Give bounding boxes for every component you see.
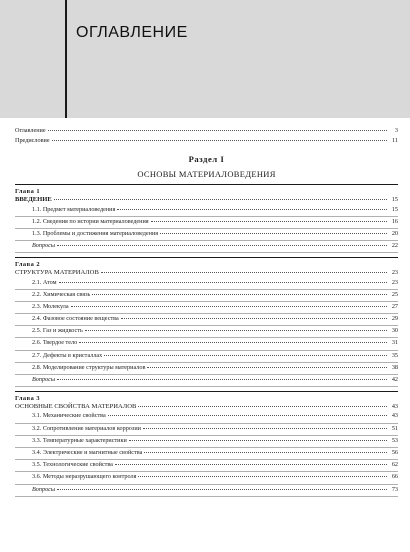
dot-leader bbox=[104, 355, 387, 356]
toc-item-page: 30 bbox=[391, 327, 398, 335]
toc-item[interactable] bbox=[15, 474, 398, 484]
toc-item-page: 62 bbox=[391, 461, 398, 469]
toc-item-title: 3.6. Методы неразрушающего контроля bbox=[32, 473, 137, 481]
toc-item-page: 35 bbox=[391, 351, 398, 359]
toc-item-title: 2.7. Дефекты в кристаллах bbox=[32, 351, 103, 359]
toc-item-questions[interactable] bbox=[15, 377, 398, 387]
dot-leader bbox=[121, 318, 387, 319]
toc-item-page: 42 bbox=[391, 376, 398, 383]
toc-item[interactable] bbox=[15, 231, 398, 241]
toc-entry-title: Оглавление bbox=[15, 127, 46, 134]
chapter-1 bbox=[15, 189, 398, 258]
chapter-label: Глава 2 bbox=[15, 261, 41, 269]
dot-leader bbox=[160, 233, 387, 234]
dot-leader bbox=[57, 489, 387, 490]
toc-item[interactable] bbox=[15, 304, 398, 314]
dot-leader bbox=[101, 272, 387, 273]
section-title: ОСНОВЫ МАТЕРИАЛОВЕДЕНИЯ bbox=[137, 168, 276, 179]
dot-leader bbox=[54, 199, 387, 200]
toc-item[interactable] bbox=[15, 316, 398, 326]
chapter-title: СТРУКТУРА МАТЕРИАЛОВ bbox=[15, 269, 99, 277]
toc-item-questions[interactable] bbox=[15, 487, 398, 497]
dot-leader bbox=[92, 294, 387, 295]
toc-item-title: 2.5. Газ и жидкость bbox=[32, 327, 83, 335]
toc-item[interactable] bbox=[15, 450, 398, 460]
toc-item-title: 2.3. Молекула bbox=[32, 302, 69, 310]
dot-leader bbox=[143, 428, 387, 429]
toc-item-page: 51 bbox=[391, 424, 398, 432]
toc-item-page: 27 bbox=[391, 302, 398, 310]
toc-item-page: 29 bbox=[391, 315, 398, 323]
toc-item[interactable] bbox=[15, 462, 398, 472]
dot-leader bbox=[71, 306, 387, 307]
front-matter bbox=[15, 128, 398, 147]
dot-leader bbox=[151, 221, 387, 222]
dot-leader bbox=[52, 140, 387, 141]
page-title: ОГЛАВЛЕНИЕ bbox=[76, 24, 188, 41]
dot-leader bbox=[117, 209, 387, 210]
toc-item[interactable] bbox=[15, 340, 398, 350]
toc-item-title: Вопросы bbox=[32, 242, 56, 250]
toc-item-title: 3.5. Технологические свойства bbox=[32, 461, 113, 469]
toc-entry-title: Предисловие bbox=[15, 137, 50, 145]
chapter-title: ВВЕДЕНИЕ bbox=[15, 196, 52, 204]
toc-item-title: 3.4. Электрические и магнитные свойства bbox=[32, 448, 143, 456]
dot-leader bbox=[108, 415, 387, 416]
toc-item-page: 53 bbox=[391, 436, 398, 444]
toc-item-title: 2.4. Фазовое состояние вещества bbox=[32, 315, 119, 323]
toc-item-page: 31 bbox=[391, 339, 398, 347]
chapter-3 bbox=[15, 396, 398, 497]
toc-item[interactable] bbox=[15, 365, 398, 375]
dot-leader bbox=[79, 342, 387, 343]
toc-item-title: 3.2. Сопротивление материалов коррозии bbox=[32, 424, 141, 432]
toc-item[interactable] bbox=[15, 413, 398, 423]
dot-leader bbox=[48, 130, 387, 131]
toc-item-page: 43 bbox=[391, 412, 398, 420]
toc-item-title: 2.1. Атом bbox=[32, 278, 57, 286]
toc-item[interactable] bbox=[15, 328, 398, 338]
toc-item-title: 1.2. Сведения по истории материаловедения bbox=[32, 217, 149, 225]
header-vertical-rule bbox=[65, 0, 67, 118]
toc-item-page: 25 bbox=[391, 290, 398, 298]
dot-leader bbox=[147, 367, 387, 368]
chapter-2 bbox=[15, 262, 398, 392]
toc-item-title: 2.8. Моделирование структуры материалов bbox=[32, 363, 146, 371]
chapter-page: 23 bbox=[391, 269, 398, 277]
dot-leader bbox=[144, 452, 387, 453]
chapter-rule bbox=[15, 257, 398, 258]
toc-item-questions[interactable] bbox=[15, 243, 398, 253]
toc-item-title: Вопросы bbox=[32, 376, 56, 383]
section-label: Раздел I bbox=[188, 154, 225, 165]
toc-item[interactable] bbox=[15, 292, 398, 302]
toc-entry-contents[interactable] bbox=[15, 128, 398, 137]
dot-leader bbox=[85, 330, 387, 331]
chapter-label: Глава 1 bbox=[15, 188, 41, 196]
dot-leader bbox=[115, 464, 387, 465]
toc-entry-page: 3 bbox=[394, 127, 398, 134]
toc-item[interactable] bbox=[15, 353, 398, 363]
toc-item-page: 20 bbox=[391, 229, 398, 237]
table-of-contents bbox=[15, 128, 398, 499]
toc-item[interactable] bbox=[15, 219, 398, 229]
toc-item-title: 1.1. Предмет материаловедения bbox=[32, 205, 116, 213]
toc-item-title: 3.1. Механические свойства bbox=[32, 412, 106, 420]
toc-item-page: 56 bbox=[391, 448, 398, 456]
dot-leader bbox=[57, 245, 387, 246]
toc-entry-page: 11 bbox=[392, 137, 398, 145]
toc-item[interactable] bbox=[15, 207, 398, 217]
toc-item-title: 2.2. Химическая связь bbox=[32, 290, 91, 298]
chapter-label: Глава 3 bbox=[15, 395, 41, 403]
toc-item-page: 16 bbox=[391, 217, 398, 225]
chapter-page: 15 bbox=[391, 196, 398, 204]
toc-item-title: 3.3. Температурные характеристики bbox=[32, 436, 127, 444]
toc-item[interactable] bbox=[15, 280, 398, 290]
toc-item-page: 66 bbox=[391, 473, 398, 481]
toc-item-page: 23 bbox=[391, 278, 398, 286]
toc-item-page: 38 bbox=[391, 363, 398, 371]
toc-item[interactable] bbox=[15, 426, 398, 436]
toc-entry-preface[interactable] bbox=[15, 138, 398, 147]
toc-item-page: 73 bbox=[391, 485, 398, 493]
toc-item-page: 15 bbox=[391, 205, 398, 213]
toc-item-title: 2.6. Твердое тело bbox=[32, 339, 78, 347]
section-rule bbox=[15, 184, 398, 185]
dot-leader bbox=[57, 379, 387, 380]
chapter-page: 43 bbox=[391, 403, 398, 411]
section-heading bbox=[15, 155, 398, 178]
toc-item[interactable] bbox=[15, 438, 398, 448]
toc-item-title: 1.3. Проблемы и достижения материаловедения bbox=[32, 229, 159, 237]
chapter-rule bbox=[15, 391, 398, 392]
toc-item-title: Вопросы bbox=[32, 485, 56, 493]
dot-leader bbox=[59, 282, 387, 283]
chapter-title: ОСНОВНЫЕ СВОЙСТВА МАТЕРИАЛОВ bbox=[15, 403, 137, 411]
header-band bbox=[0, 0, 410, 118]
dot-leader bbox=[138, 476, 387, 477]
chapter-title-row[interactable] bbox=[15, 270, 398, 279]
dot-leader bbox=[138, 406, 387, 407]
dot-leader bbox=[129, 440, 387, 441]
toc-item-page: 22 bbox=[391, 242, 398, 250]
